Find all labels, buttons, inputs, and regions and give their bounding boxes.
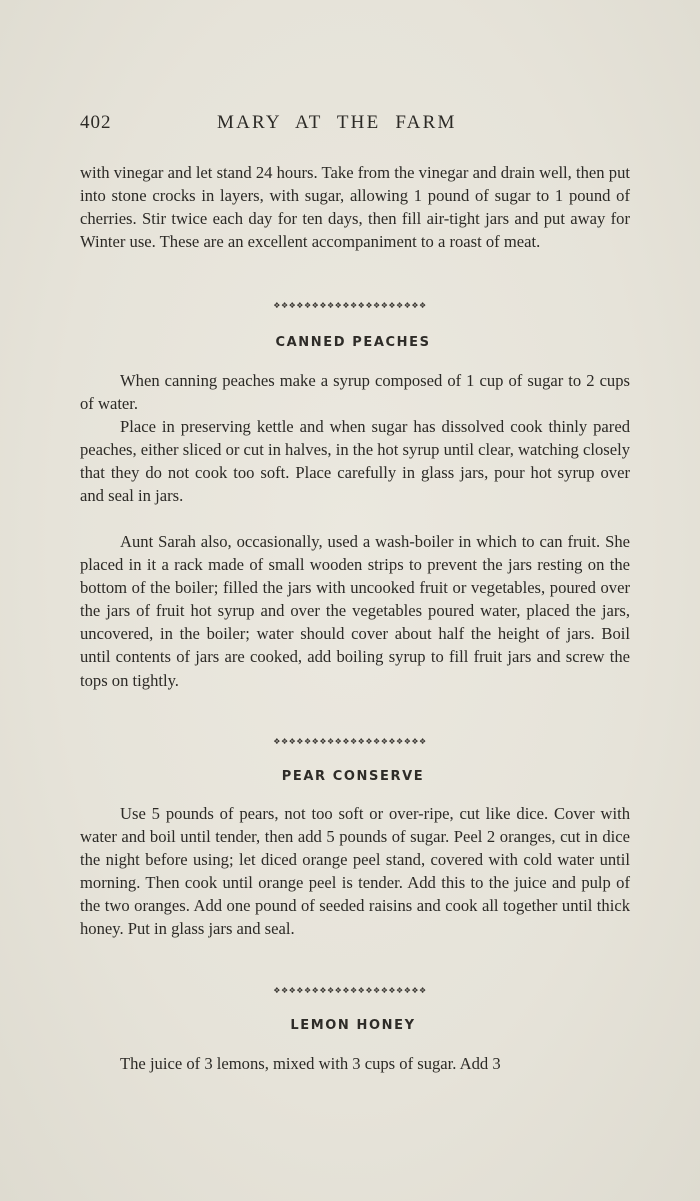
running-title: MARY AT THE FARM bbox=[217, 112, 457, 133]
ornament-divider: ❖❖❖❖❖❖❖❖❖❖❖❖❖❖❖❖❖❖❖❖ bbox=[273, 301, 427, 310]
peaches-paragraph-2: Place in preserving kettle and when sugar has dissolved cook thinly pared peaches, either sliced or cut in halves, in the hot syrup until clear, watching closely that they do not cook too soft. Place carefully in glass jars, pour hot syrup over and seal in jars. bbox=[80, 417, 630, 506]
peaches-paragraph-3: Aunt Sarah also, occasionally, used a wash-boiler in which to can fruit. She placed in it a rack made of small wooden strips to prevent the jars resting on the bottom of the boiler; filled the jars with uncooked fruit or vegetables, poured over the jars of fruit hot syrup and over the vegetables poured water, placed the jars, uncovered, in the boiler; water should cover about half the height of jars. Boil until contents of jars are cooked, add boiling syrup to fill fruit jars and screw the tops on tightly. bbox=[80, 532, 630, 690]
heading-canned-peaches: CANNED PEACHES bbox=[275, 335, 431, 350]
peaches-paragraph-1: When canning peaches make a syrup composed of 1 cup of sugar to 2 cups of water. bbox=[80, 371, 630, 414]
ornament-divider: ❖❖❖❖❖❖❖❖❖❖❖❖❖❖❖❖❖❖❖❖ bbox=[273, 737, 427, 746]
cherries-recipe-end: with vinegar and let stand 24 hours. Take from the vinegar and drain well, then put into stone crocks in layers, with sugar, allowing 1 pound of sugar to 1 pound of cherries. Stir twice each day for ten days, then fill air-tight jars and put away for Winter use. These are an excellent accompaniment to a roast of meat. bbox=[80, 163, 630, 252]
heading-pear-conserve: PEAR CONSERVE bbox=[281, 769, 425, 784]
pear-conserve-paragraph: Use 5 pounds of pears, not too soft or over-ripe, cut like dice. Cover with water and boil until tender, then add 5 pounds of sugar. Peel 2 oranges, cut in dice the night before using; let diced orange peel stand, covered with cold water until morning. Then cook until orange peel is tender. Add this to the juice and pulp of the two oranges. Add one pound of seeded raisins and cook all together until thick honey. Put in glass jars and seal. bbox=[80, 804, 630, 939]
page-number: 402 bbox=[80, 112, 112, 133]
heading-lemon-honey: LEMON HONEY bbox=[290, 1018, 416, 1033]
lemon-honey-paragraph: The juice of 3 lemons, mixed with 3 cups of sugar. Add 3 bbox=[120, 1054, 501, 1073]
ornament-divider: ❖❖❖❖❖❖❖❖❖❖❖❖❖❖❖❖❖❖❖❖ bbox=[273, 986, 427, 995]
running-head bbox=[80, 112, 630, 140]
